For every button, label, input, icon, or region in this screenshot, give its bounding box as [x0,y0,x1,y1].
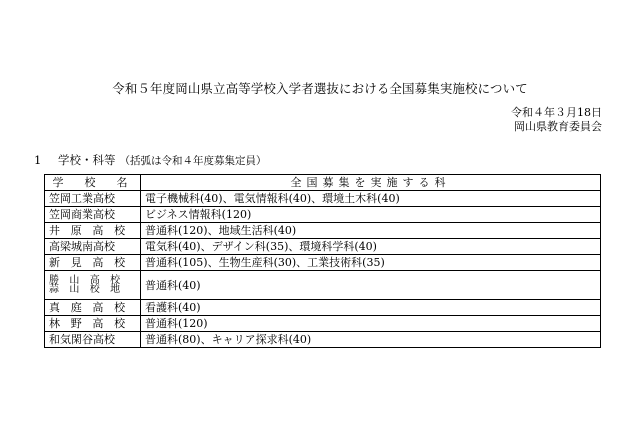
header-courses: 全国募集を実施する科 [141,175,601,191]
school-name [45,271,141,300]
table-row [45,332,601,348]
school-name: 林 野 高 校 [45,316,141,332]
table-row [45,191,601,207]
school-name: 高梁城南高校 [45,239,141,255]
document-date: 令和４年３月18日 [511,106,602,119]
school-name: 新 見 高 校 [45,255,141,271]
school-courses: 普通科(80)、キャリア探求科(40) [141,332,601,348]
school-courses: 電子機械科(40)、電気情報科(40)、環境土木科(40) [141,191,601,207]
school-courses: 普通科(105)、生物生産科(30)、工業技術科(35) [141,255,601,271]
section-heading [34,152,267,168]
table-row [45,207,601,223]
table-row [45,223,601,239]
table-row [45,271,601,300]
school-name: 笠岡商業高校 [45,207,141,223]
school-courses: ビジネス情報科(120) [141,207,601,223]
school-name: 井 原 高 校 [45,223,141,239]
table-header-row [45,175,601,191]
header-school-name: 学 校 名 [45,175,141,191]
document-issuer: 岡山県教育委員会 [514,119,602,133]
section-note: （括弧は令和４年度募集定員） [119,155,267,167]
school-campus-line: 蒜 山 校 地 [49,284,124,295]
school-name: 和気閑谷高校 [45,332,141,348]
table-row [45,316,601,332]
table-row [45,239,601,255]
table-row [45,255,601,271]
table-row [45,300,601,316]
school-name: 真 庭 高 校 [45,300,141,316]
document-title: 令和５年度岡山県立高等学校入学者選抜における全国募集実施校について [112,81,528,96]
section-title: 学校・科等 [58,153,116,167]
schools-table [44,174,601,348]
document-meta [511,106,602,133]
school-name-line: 勝 山 高 校 [49,275,124,286]
school-courses: 看護科(40) [141,300,601,316]
school-courses: 普通科(120)、地域生活科(40) [141,223,601,239]
school-name: 笠岡工業高校 [45,191,141,207]
section-number: 1 [34,153,42,167]
school-courses: 電気科(40)、デザイン科(35)、環境科学科(40) [141,239,601,255]
school-courses: 普通科(40) [141,271,601,300]
school-courses: 普通科(120) [141,316,601,332]
